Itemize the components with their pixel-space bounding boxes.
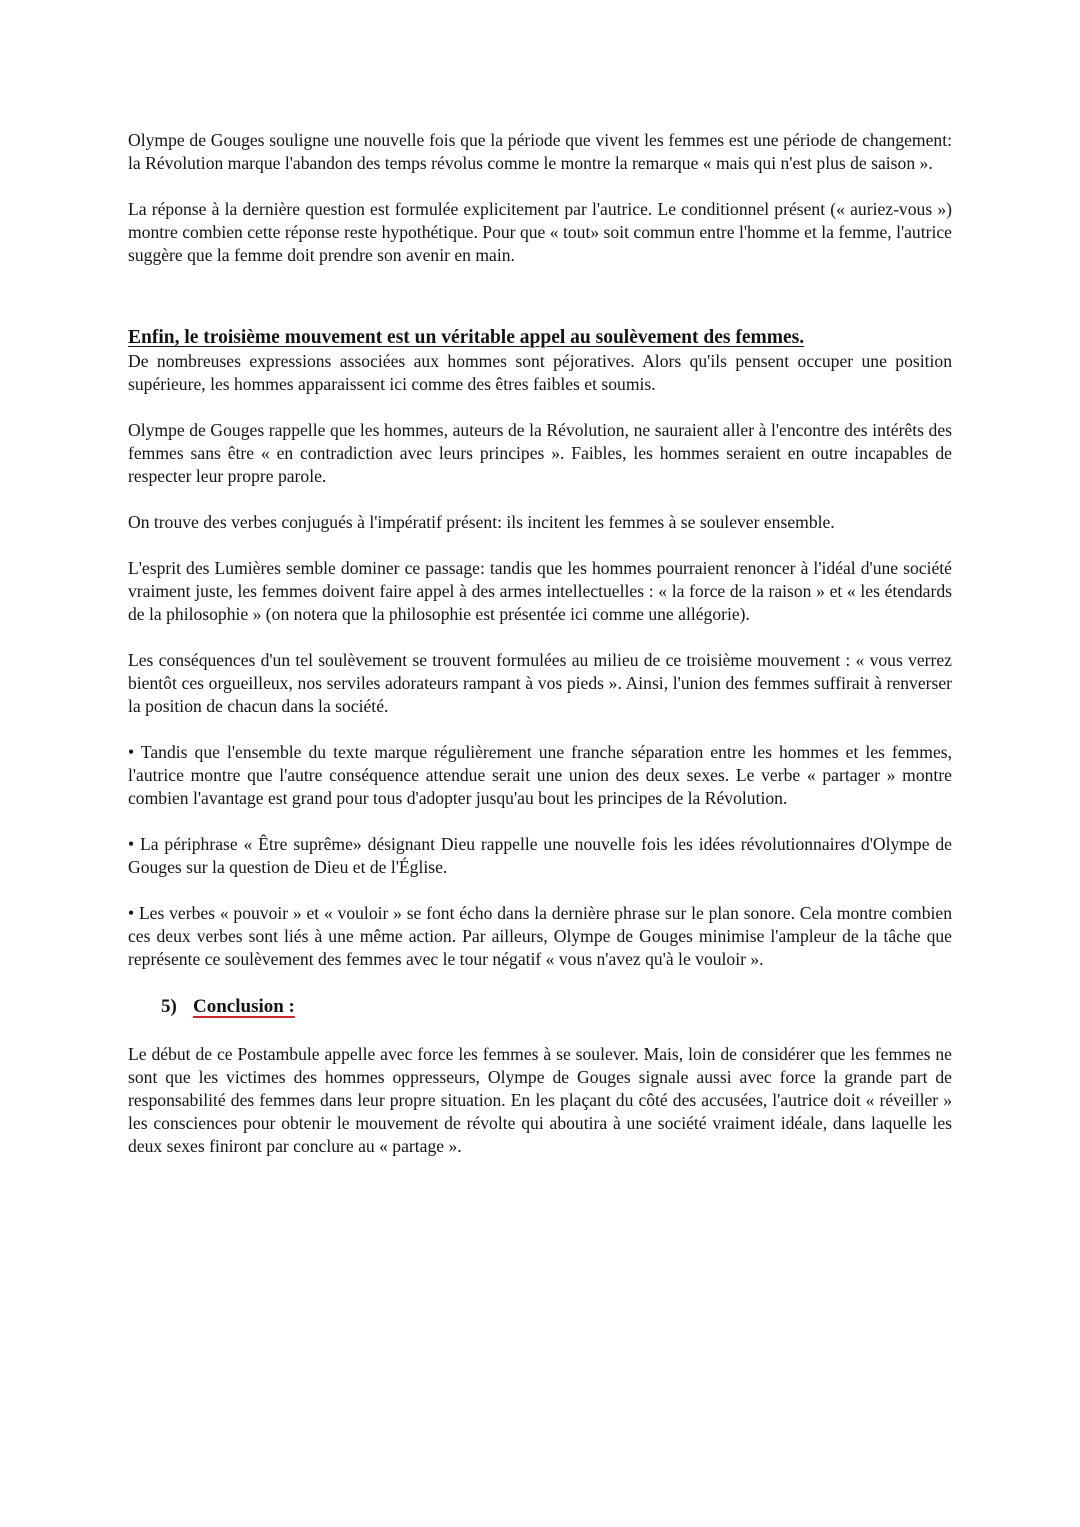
paragraph-saison: Olympe de Gouges souligne une nouvelle fois que la période que vivent les femmes est une période de changement: la Révolution marque l'abandon des temps révolus comme le montre la remarque « mais qui n'est plus de saison ». bbox=[128, 130, 952, 173]
paragraph-consequences: Les conséquences d'un tel soulèvement se trouvent formulées au milieu de ce troisième mouvement : « vous verrez bientôt ces orgueilleux, nos serviles adorateurs rampant à vos pieds ». Ainsi, l'union des femmes suffirait à renverser la position de chacun dans la société. bbox=[128, 650, 952, 716]
conclusion-paragraph: Le début de ce Postambule appelle avec force les femmes à se soulever. Mais, loin de considérer que les femmes ne sont que les victimes des hommes oppresseurs, Olympe de Gouges signale aussi avec force la grande part de responsabilité des femmes dans leur propre situation. En les plaçant du côté des accusées, l'autrice doit « réveiller » les consciences pour obtenir le mouvement de révolte qui aboutira à une société vraiment idéale, dans laquelle les deux sexes finiront par conclure au « partage ». bbox=[128, 1044, 952, 1156]
conclusion-title: Conclusion : bbox=[193, 996, 295, 1017]
document-page bbox=[128, 129, 952, 1158]
bullet-pouvoir-vouloir: • Les verbes « pouvoir » et « vouloir » se font écho dans la dernière phrase sur le plan sonore. Cela montre combien ces deux verbes sont liés à une même action. Par ailleurs, Olympe de Gouges minimise l'ampleur de la tâche que représente ce soulèvement des femmes avec le tour négatif « vous n'avez qu'à le vouloir ». bbox=[128, 903, 952, 969]
conclusion-heading bbox=[161, 994, 952, 1020]
paragraph-expressions-pejoratives: De nombreuses expressions associées aux hommes sont péjoratives. Alors qu'ils pensent occuper une position supérieure, les hommes apparaissent ici comme des êtres faibles et soumis. bbox=[128, 351, 952, 394]
paragraph-conditionnel: La réponse à la dernière question est formulée explicitement par l'autrice. Le conditionnel présent (« auriez-vous ») montre combien cette réponse reste hypothétique. Pour que « tout» soit commun entre l'homme et la femme, l'autrice suggère que la femme doit prendre son avenir en main. bbox=[128, 199, 952, 265]
paragraph-lumieres: L'esprit des Lumières semble dominer ce passage: tandis que les hommes pourraient renoncer à l'idéal d'une société vraiment juste, les femmes doivent faire appel à des armes intellectuelles : « la force de la raison » et « les étendards de la philosophie » (on notera que la philosophie est présentée ici comme une allégorie). bbox=[128, 558, 952, 624]
section-heading-troisieme-mouvement: Enfin, le troisième mouvement est un véritable appel au soulèvement des femmes. bbox=[128, 327, 805, 348]
conclusion-number: 5) bbox=[161, 996, 177, 1017]
paragraph-imperatif: On trouve des verbes conjugués à l'impératif présent: ils incitent les femmes à se soulever ensemble. bbox=[128, 512, 835, 532]
section-spacer bbox=[128, 290, 952, 326]
paragraph-contradiction: Olympe de Gouges rappelle que les hommes, auteurs de la Révolution, ne sauraient aller à l'encontre des intérêts des femmes sans être « en contradiction avec leurs principes ». Faibles, les hommes seraient en outre incapables de respecter leur propre parole. bbox=[128, 420, 952, 486]
bullet-etre-supreme: • La périphrase « Être suprême» désignant Dieu rappelle une nouvelle fois les idées révolutionnaires d'Olympe de Gouges sur la question de Dieu et de l'Église. bbox=[128, 834, 952, 877]
bullet-partager: • Tandis que l'ensemble du texte marque régulièrement une franche séparation entre les hommes et les femmes, l'autrice montre que l'autre conséquence attendue serait une union des deux sexes. Le verbe « partager » montre combien l'avantage est grand pour tous d'adopter jusqu'au bout les principes de la Révolution. bbox=[128, 742, 952, 808]
